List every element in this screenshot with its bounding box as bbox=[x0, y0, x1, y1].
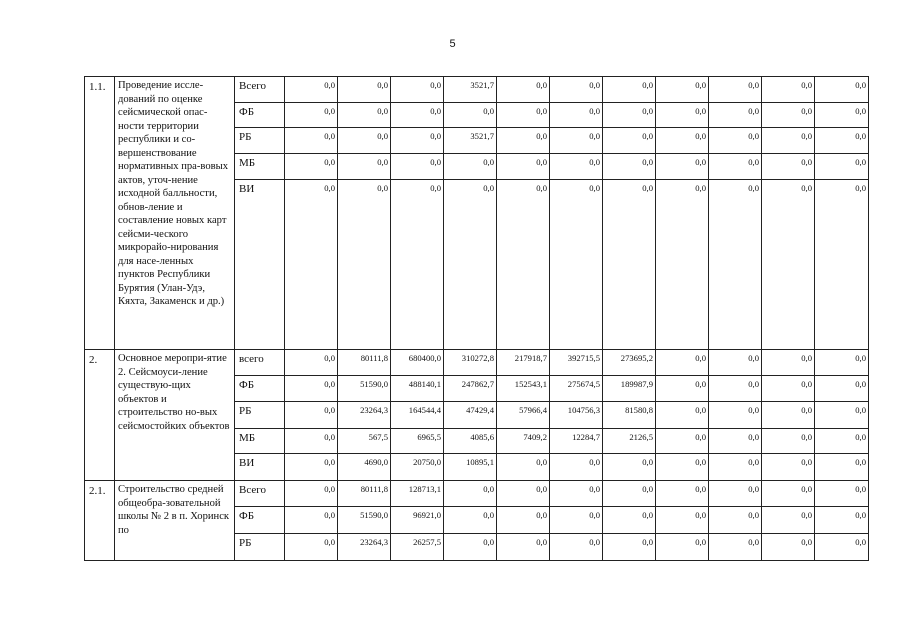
value-cell: 0,0 bbox=[709, 154, 762, 180]
value-cell: 0,0 bbox=[709, 128, 762, 154]
section-name: Строительство средней общеобра-зовательной школы № 2 в п. Хоринск по bbox=[115, 481, 235, 561]
value-cell: 0,0 bbox=[815, 429, 869, 454]
value-cell: 310272,8 bbox=[444, 350, 497, 376]
value-cell: 0,0 bbox=[285, 154, 338, 180]
value-cell: 0,0 bbox=[762, 507, 815, 534]
funding-source: МБ bbox=[235, 154, 285, 180]
value-cell: 26257,5 bbox=[391, 534, 444, 561]
value-cell: 0,0 bbox=[603, 481, 656, 507]
value-cell: 189987,9 bbox=[603, 376, 656, 402]
value-cell: 0,0 bbox=[762, 77, 815, 103]
funding-source: МБ bbox=[235, 429, 285, 454]
value-cell: 0,0 bbox=[603, 103, 656, 128]
value-cell: 7409,2 bbox=[497, 429, 550, 454]
value-cell: 488140,1 bbox=[391, 376, 444, 402]
section-name: Основное меропри-ятие 2. Сейсмоуси-ление существую-щих объектов и строительство но-вых сейсмостойких объектов bbox=[115, 350, 235, 481]
funding-source: РБ bbox=[235, 402, 285, 429]
value-cell: 128713,1 bbox=[391, 481, 444, 507]
value-cell: 0,0 bbox=[656, 77, 709, 103]
value-cell: 0,0 bbox=[709, 350, 762, 376]
value-cell: 0,0 bbox=[709, 402, 762, 429]
value-cell: 0,0 bbox=[815, 534, 869, 561]
value-cell: 0,0 bbox=[656, 376, 709, 402]
value-cell: 0,0 bbox=[762, 154, 815, 180]
value-cell: 0,0 bbox=[603, 77, 656, 103]
table-row bbox=[85, 350, 869, 376]
value-cell: 0,0 bbox=[338, 77, 391, 103]
funding-source: ВИ bbox=[235, 180, 285, 350]
value-cell: 104756,3 bbox=[550, 402, 603, 429]
value-cell: 0,0 bbox=[444, 154, 497, 180]
value-cell: 4690,0 bbox=[338, 454, 391, 481]
value-cell: 0,0 bbox=[762, 128, 815, 154]
value-cell: 0,0 bbox=[444, 507, 497, 534]
value-cell: 23264,3 bbox=[338, 402, 391, 429]
budget-table bbox=[84, 76, 869, 561]
value-cell: 164544,4 bbox=[391, 402, 444, 429]
value-cell: 57966,4 bbox=[497, 402, 550, 429]
value-cell: 0,0 bbox=[550, 128, 603, 154]
funding-source: Всего bbox=[235, 77, 285, 103]
value-cell: 10895,1 bbox=[444, 454, 497, 481]
value-cell: 0,0 bbox=[338, 154, 391, 180]
value-cell: 0,0 bbox=[444, 481, 497, 507]
value-cell: 0,0 bbox=[656, 154, 709, 180]
value-cell: 0,0 bbox=[285, 454, 338, 481]
value-cell: 0,0 bbox=[550, 534, 603, 561]
value-cell: 0,0 bbox=[550, 507, 603, 534]
section-name: Проведение иссле-дований по оценке сейсмической опас-ности территории республики и со-вершенствование нормативных пра-вовых актов, уточ-нение исходной балльности, обнов-ление и составление новых карт сейсми-ческого микрорайо-нирования для насе-ленных пунктов Республики Бурятия (Улан-Удэ, Кяхта, Закаменск и др.) bbox=[115, 77, 235, 350]
section-code: 2.1. bbox=[85, 481, 115, 561]
value-cell: 0,0 bbox=[656, 402, 709, 429]
funding-source: Всего bbox=[235, 481, 285, 507]
value-cell: 0,0 bbox=[656, 128, 709, 154]
value-cell: 0,0 bbox=[762, 454, 815, 481]
value-cell: 0,0 bbox=[603, 180, 656, 350]
value-cell: 680400,0 bbox=[391, 350, 444, 376]
value-cell: 0,0 bbox=[285, 128, 338, 154]
value-cell: 152543,1 bbox=[497, 376, 550, 402]
table-row bbox=[85, 77, 869, 103]
value-cell: 0,0 bbox=[709, 103, 762, 128]
value-cell: 80111,8 bbox=[338, 350, 391, 376]
value-cell: 0,0 bbox=[285, 507, 338, 534]
value-cell: 51590,0 bbox=[338, 376, 391, 402]
value-cell: 0,0 bbox=[762, 103, 815, 128]
value-cell: 0,0 bbox=[709, 429, 762, 454]
value-cell: 0,0 bbox=[338, 180, 391, 350]
value-cell: 567,5 bbox=[338, 429, 391, 454]
value-cell: 80111,8 bbox=[338, 481, 391, 507]
value-cell: 0,0 bbox=[656, 180, 709, 350]
value-cell: 0,0 bbox=[762, 402, 815, 429]
page-number: 5 bbox=[449, 38, 456, 50]
value-cell: 0,0 bbox=[656, 103, 709, 128]
value-cell: 2126,5 bbox=[603, 429, 656, 454]
value-cell: 0,0 bbox=[709, 180, 762, 350]
value-cell: 0,0 bbox=[762, 534, 815, 561]
value-cell: 275674,5 bbox=[550, 376, 603, 402]
value-cell: 0,0 bbox=[762, 481, 815, 507]
funding-source: ФБ bbox=[235, 376, 285, 402]
value-cell: 0,0 bbox=[762, 376, 815, 402]
value-cell: 0,0 bbox=[497, 180, 550, 350]
value-cell: 0,0 bbox=[391, 103, 444, 128]
value-cell: 0,0 bbox=[285, 534, 338, 561]
value-cell: 0,0 bbox=[285, 376, 338, 402]
value-cell: 0,0 bbox=[815, 402, 869, 429]
value-cell: 0,0 bbox=[603, 454, 656, 481]
value-cell: 0,0 bbox=[656, 481, 709, 507]
value-cell: 0,0 bbox=[285, 481, 338, 507]
value-cell: 81580,8 bbox=[603, 402, 656, 429]
value-cell: 23264,3 bbox=[338, 534, 391, 561]
funding-source: ФБ bbox=[235, 507, 285, 534]
value-cell: 0,0 bbox=[285, 180, 338, 350]
value-cell: 0,0 bbox=[656, 350, 709, 376]
value-cell: 0,0 bbox=[338, 128, 391, 154]
value-cell: 0,0 bbox=[391, 128, 444, 154]
value-cell: 0,0 bbox=[762, 180, 815, 350]
value-cell: 0,0 bbox=[603, 128, 656, 154]
value-cell: 0,0 bbox=[497, 103, 550, 128]
value-cell: 0,0 bbox=[603, 534, 656, 561]
value-cell: 47429,4 bbox=[444, 402, 497, 429]
value-cell: 0,0 bbox=[762, 429, 815, 454]
value-cell: 0,0 bbox=[815, 180, 869, 350]
value-cell: 0,0 bbox=[497, 154, 550, 180]
value-cell: 20750,0 bbox=[391, 454, 444, 481]
value-cell: 0,0 bbox=[815, 350, 869, 376]
value-cell: 0,0 bbox=[497, 454, 550, 481]
value-cell: 0,0 bbox=[656, 429, 709, 454]
funding-source: РБ bbox=[235, 534, 285, 561]
value-cell: 0,0 bbox=[497, 77, 550, 103]
value-cell: 273695,2 bbox=[603, 350, 656, 376]
value-cell: 4085,6 bbox=[444, 429, 497, 454]
value-cell: 0,0 bbox=[285, 429, 338, 454]
value-cell: 247862,7 bbox=[444, 376, 497, 402]
value-cell: 0,0 bbox=[444, 103, 497, 128]
value-cell: 12284,7 bbox=[550, 429, 603, 454]
value-cell: 0,0 bbox=[285, 350, 338, 376]
value-cell: 3521,7 bbox=[444, 77, 497, 103]
value-cell: 0,0 bbox=[550, 154, 603, 180]
value-cell: 0,0 bbox=[603, 154, 656, 180]
value-cell: 0,0 bbox=[444, 534, 497, 561]
value-cell: 0,0 bbox=[338, 103, 391, 128]
value-cell: 0,0 bbox=[550, 77, 603, 103]
value-cell: 3521,7 bbox=[444, 128, 497, 154]
value-cell: 0,0 bbox=[603, 507, 656, 534]
value-cell: 0,0 bbox=[497, 534, 550, 561]
value-cell: 0,0 bbox=[656, 454, 709, 481]
value-cell: 0,0 bbox=[709, 77, 762, 103]
value-cell: 0,0 bbox=[285, 77, 338, 103]
value-cell: 0,0 bbox=[285, 103, 338, 128]
section-code: 1.1. bbox=[85, 77, 115, 350]
value-cell: 0,0 bbox=[762, 350, 815, 376]
value-cell: 0,0 bbox=[391, 154, 444, 180]
funding-source: ФБ bbox=[235, 103, 285, 128]
value-cell: 392715,5 bbox=[550, 350, 603, 376]
value-cell: 0,0 bbox=[444, 180, 497, 350]
value-cell: 0,0 bbox=[656, 507, 709, 534]
value-cell: 0,0 bbox=[709, 481, 762, 507]
funding-source: РБ bbox=[235, 128, 285, 154]
value-cell: 0,0 bbox=[550, 481, 603, 507]
value-cell: 0,0 bbox=[391, 180, 444, 350]
value-cell: 0,0 bbox=[391, 77, 444, 103]
value-cell: 0,0 bbox=[550, 103, 603, 128]
value-cell: 0,0 bbox=[709, 507, 762, 534]
value-cell: 6965,5 bbox=[391, 429, 444, 454]
section-code: 2. bbox=[85, 350, 115, 481]
value-cell: 0,0 bbox=[709, 454, 762, 481]
value-cell: 0,0 bbox=[815, 128, 869, 154]
value-cell: 0,0 bbox=[709, 376, 762, 402]
value-cell: 0,0 bbox=[550, 180, 603, 350]
value-cell: 0,0 bbox=[656, 534, 709, 561]
funding-source: всего bbox=[235, 350, 285, 376]
value-cell: 0,0 bbox=[497, 481, 550, 507]
value-cell: 0,0 bbox=[709, 534, 762, 561]
funding-source: ВИ bbox=[235, 454, 285, 481]
value-cell: 0,0 bbox=[815, 154, 869, 180]
value-cell: 0,0 bbox=[815, 77, 869, 103]
value-cell: 0,0 bbox=[497, 507, 550, 534]
value-cell: 0,0 bbox=[497, 128, 550, 154]
value-cell: 0,0 bbox=[285, 402, 338, 429]
value-cell: 217918,7 bbox=[497, 350, 550, 376]
table-row bbox=[85, 481, 869, 507]
value-cell: 0,0 bbox=[815, 103, 869, 128]
value-cell: 0,0 bbox=[815, 481, 869, 507]
value-cell: 96921,0 bbox=[391, 507, 444, 534]
value-cell: 0,0 bbox=[550, 454, 603, 481]
value-cell: 0,0 bbox=[815, 376, 869, 402]
value-cell: 0,0 bbox=[815, 507, 869, 534]
value-cell: 0,0 bbox=[815, 454, 869, 481]
value-cell: 51590,0 bbox=[338, 507, 391, 534]
